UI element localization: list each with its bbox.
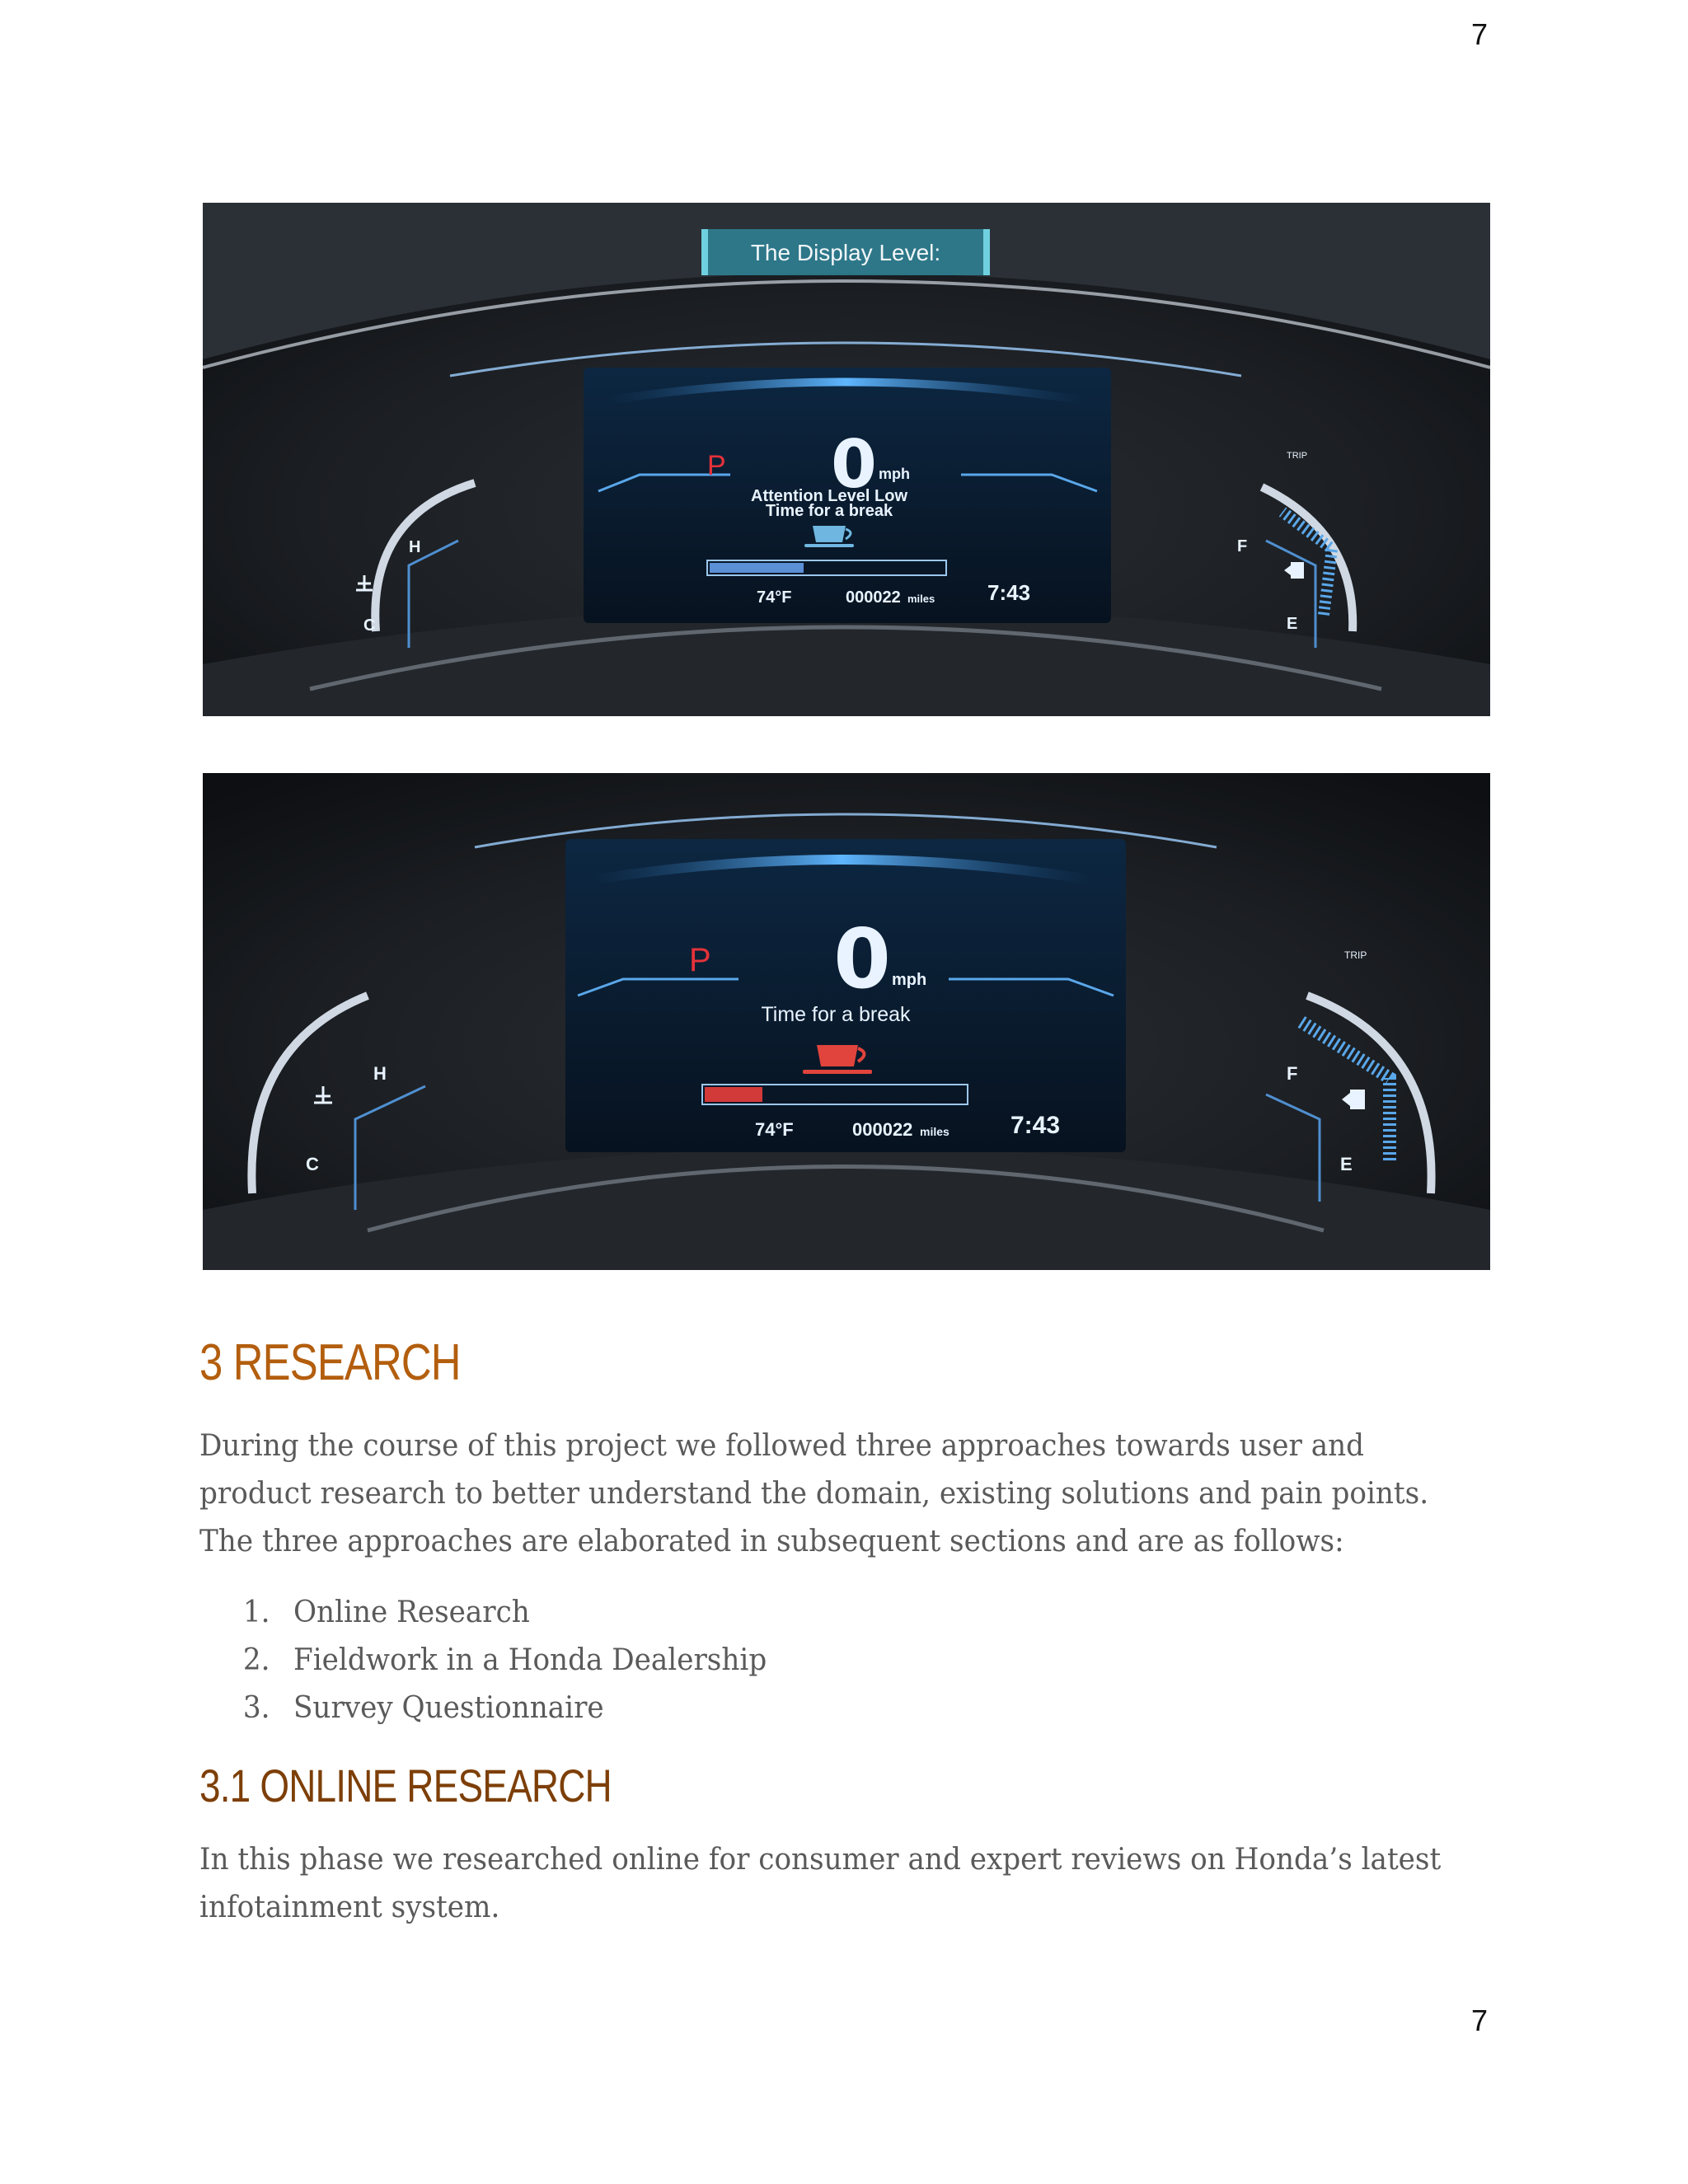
trip-button-label: TRIP [1287, 451, 1308, 461]
list-item [199, 1685, 1445, 1732]
subsection-heading: 3.1 ONLINE RESEARCH [199, 1760, 612, 1812]
gear-indicator: P [707, 450, 726, 481]
fuel-empty-label: E [1287, 615, 1298, 633]
instrument-cluster-image [203, 203, 1490, 716]
odometer-unit: miles [907, 593, 935, 605]
intro-paragraph [199, 1422, 1515, 1566]
subsection-paragraph [199, 1836, 1515, 1932]
intro-line-3: The three approaches are elaborated in subsequent sections and are as follows: [199, 1525, 1344, 1559]
fuel-full-label-2: F [1287, 1063, 1298, 1084]
speed-unit: mph [879, 466, 910, 482]
outside-temperature: 74°F [757, 588, 792, 607]
dashboard-photo-attention-low [203, 203, 1490, 716]
subsection-line-2: infotainment system. [199, 1890, 500, 1924]
odometer-unit-2: miles [920, 1125, 950, 1138]
section-heading: 3 RESEARCH [199, 1334, 461, 1391]
speed-readout: 0 [831, 426, 877, 503]
list-item [199, 1589, 1445, 1637]
attention-level-fill [710, 563, 804, 573]
clock-2: 7:43 [1010, 1112, 1061, 1139]
clock: 7:43 [987, 580, 1031, 605]
alert-message-2: Time for a break [761, 1003, 911, 1026]
list-item-number: 3. [242, 1691, 270, 1726]
outside-temperature-2: 74°F [755, 1119, 794, 1140]
attention-level-fill-2 [705, 1087, 762, 1102]
subsection-line-1: In this phase we researched online for consumer and expert reviews on Honda’s latest [199, 1842, 1442, 1877]
intro-line-2: product research to better understand the domain, existing solutions and pain points. [199, 1477, 1429, 1511]
speed-readout-2: 0 [833, 911, 891, 1007]
list-item-number: 1. [242, 1596, 270, 1630]
speed-unit-2: mph [892, 971, 927, 989]
fuel-empty-label-2: E [1340, 1154, 1353, 1174]
page-number-bottom: 7 [1470, 2004, 1488, 2037]
instrument-cluster-image-2 [203, 773, 1490, 1270]
temp-cold-label: C [363, 616, 376, 635]
temp-hot-label-2: H [373, 1063, 387, 1084]
odometer: 000022 [846, 588, 901, 607]
page-number-top: 7 [1470, 17, 1488, 51]
intro-line-1: During the course of this project we followed three approaches towards user and [199, 1429, 1365, 1464]
dashboard-photo-time-for-break [203, 773, 1490, 1270]
alert-message-line1: Attention Level Low [751, 487, 907, 505]
list-item [199, 1637, 1445, 1685]
list-item-label: Online Research [293, 1596, 530, 1630]
list-item-label: Fieldwork in a Honda Dealership [293, 1643, 767, 1678]
display-level-banner: The Display Level: [750, 240, 941, 265]
research-section [199, 1335, 1510, 1932]
list-item-number: 2. [242, 1643, 270, 1678]
temp-cold-label-2: C [306, 1154, 319, 1174]
trip-button-label-2: TRIP [1344, 949, 1367, 961]
gear-indicator-2: P [689, 942, 711, 978]
temp-hot-label: H [409, 538, 421, 556]
odometer-2: 000022 [852, 1119, 913, 1140]
list-item-label: Survey Questionnaire [293, 1691, 604, 1726]
fuel-full-label: F [1237, 537, 1248, 555]
approaches-list [199, 1589, 1510, 1732]
alert-message-line2: Time for a break [765, 502, 893, 520]
